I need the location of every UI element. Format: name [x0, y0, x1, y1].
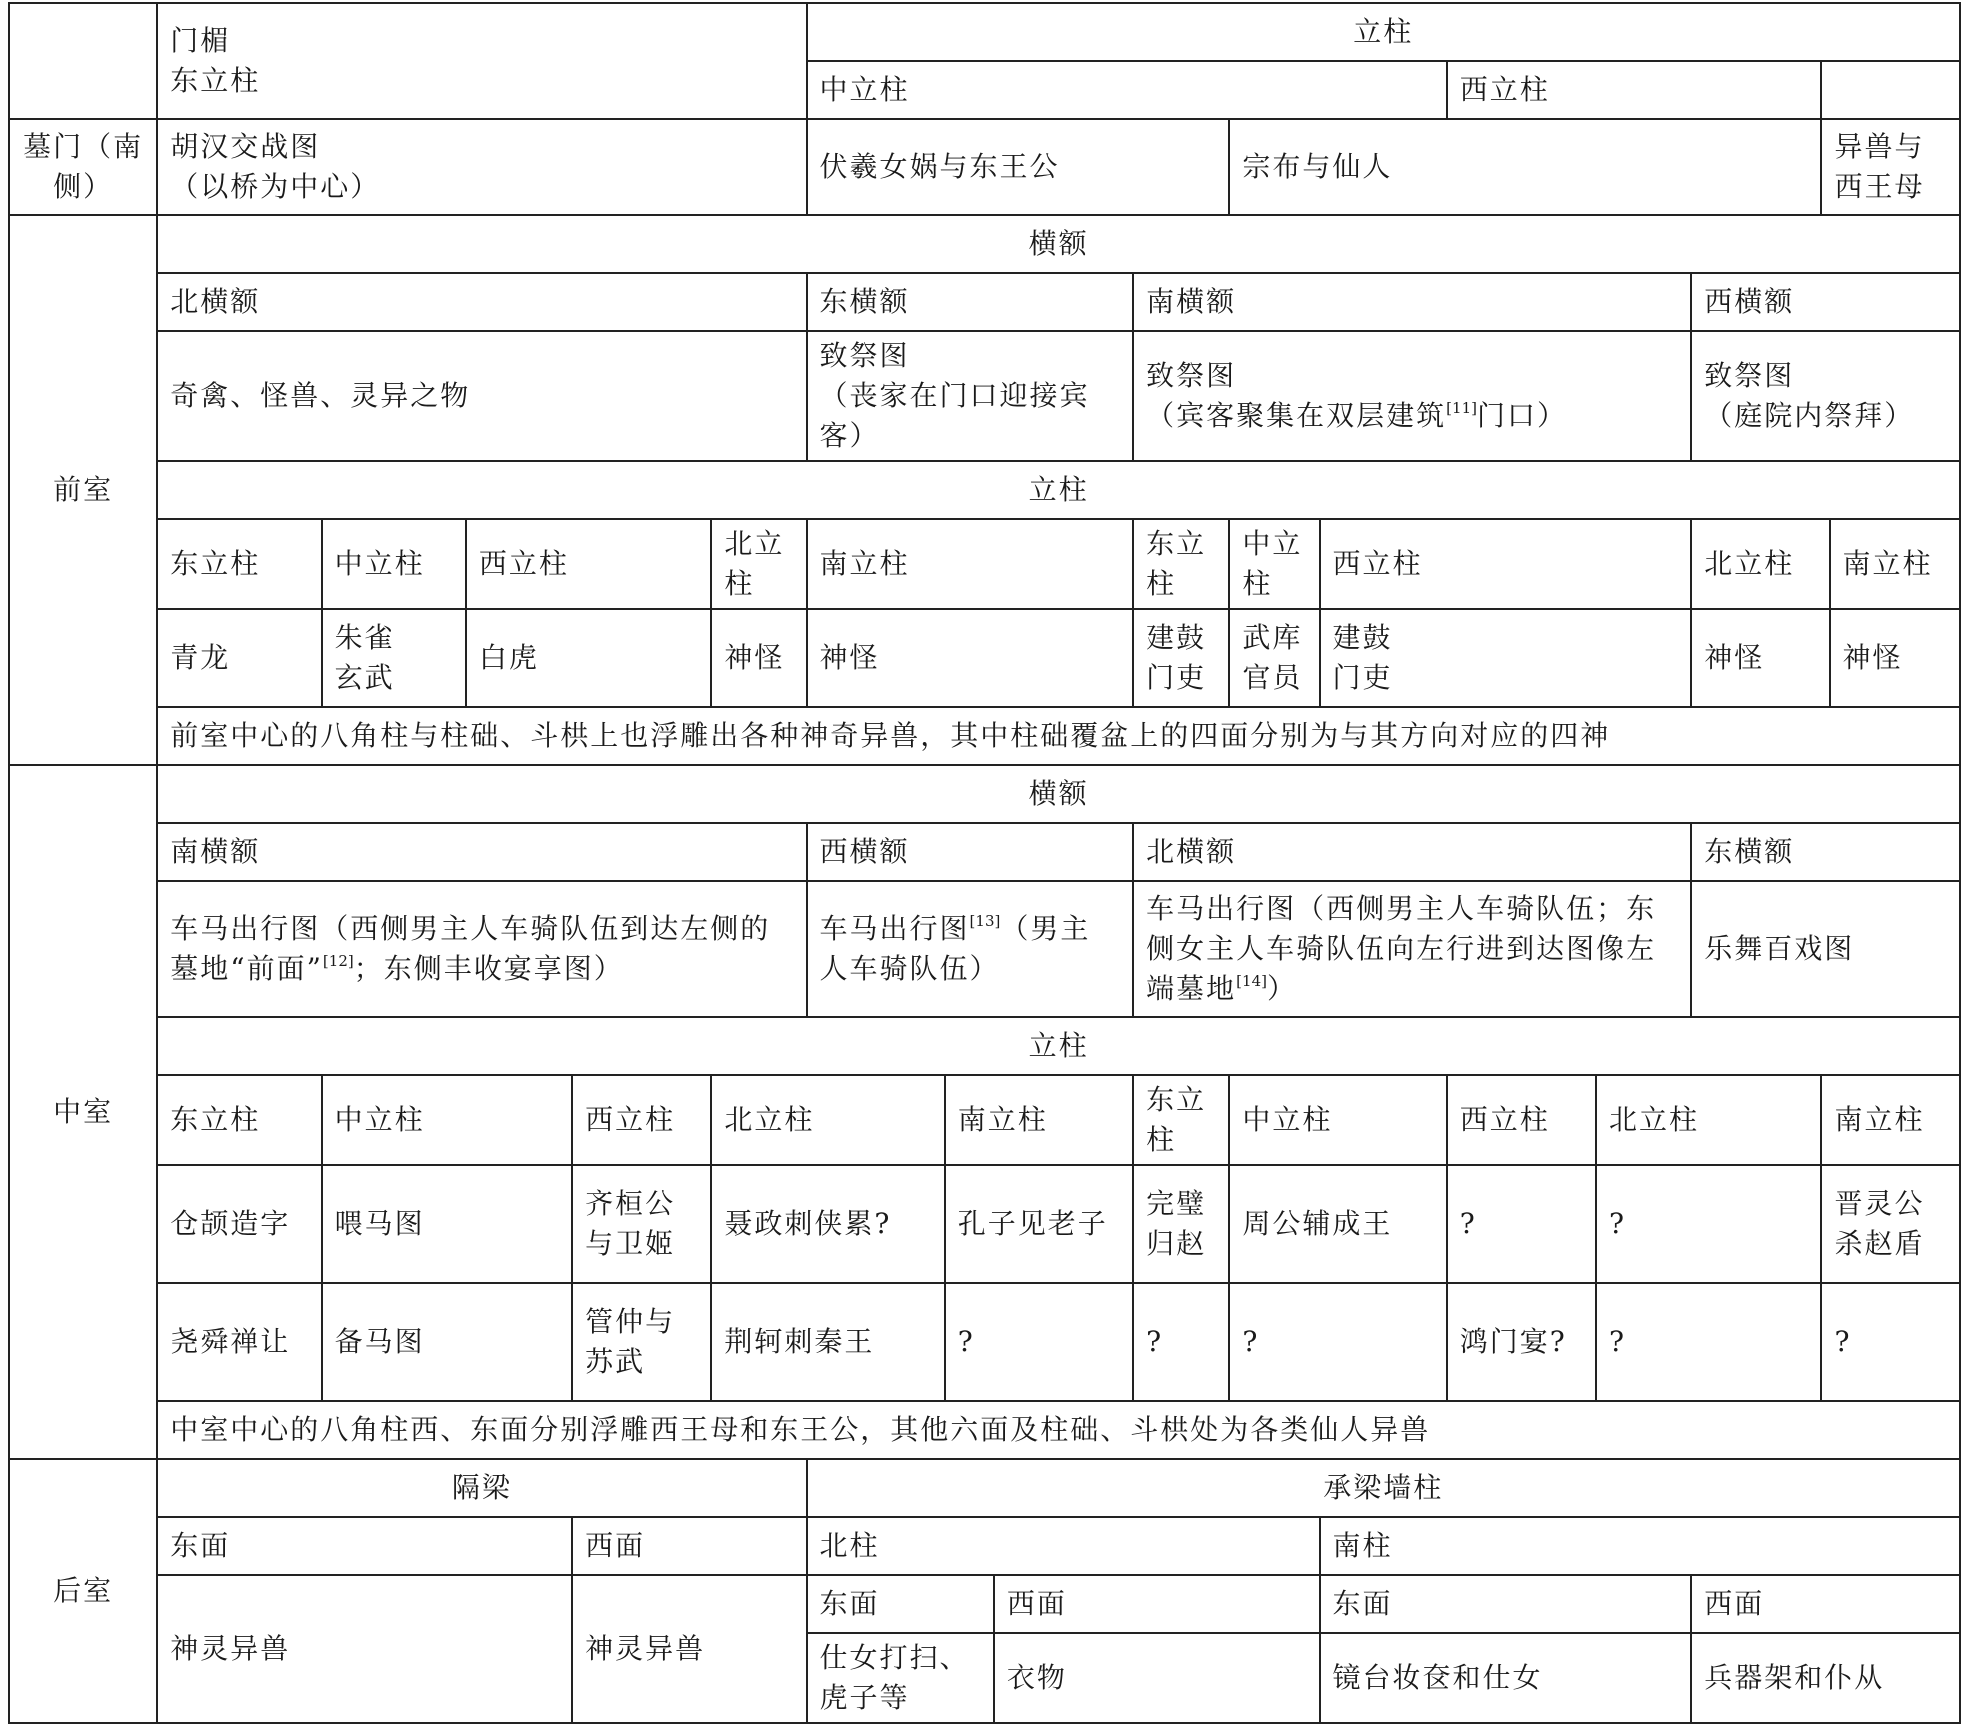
- middle-pillar-value: ?: [1821, 1283, 1960, 1401]
- front-lintels-header: 横额: [157, 215, 1960, 273]
- front-lintel-north-text: 奇禽、怪兽、灵异之物: [170, 379, 471, 412]
- front-lintel-west-line-2: （庭院内祭拜）: [1704, 399, 1915, 432]
- rear-face-head: 东面: [1320, 1575, 1692, 1633]
- front-lintel-head-south: 南横额: [1133, 273, 1691, 331]
- middle-lintel-north-text-end: ）: [1266, 972, 1297, 1005]
- rear-face-head: 西面: [1691, 1575, 1960, 1633]
- rear-face-value: 仕女打扫、虎子等: [807, 1633, 994, 1723]
- tomb-door-lintel-line-1: 胡汉交战图: [170, 130, 321, 163]
- front-lintel-east-line-2: （丧家在门口迎接宾客）: [819, 379, 1090, 452]
- front-room-note: 前室中心的八角柱与柱础、斗栱上也浮雕出各种神奇异兽，其中柱础覆盆上的四面分别为与其方向对应的四神: [157, 707, 1960, 765]
- tomb-carving-table: [8, 2, 1961, 1724]
- middle-lintel-head-east: 东横额: [1691, 823, 1960, 881]
- middle-pillar-value: ?: [945, 1283, 1133, 1401]
- middle-pillar-head: 南立柱: [1821, 1075, 1960, 1165]
- front-lintel-head-east: 东横额: [807, 273, 1134, 331]
- front-pillar-value: 建鼓 门吏: [1320, 609, 1692, 707]
- front-pillars-header: 立柱: [157, 461, 1960, 519]
- front-lintel-west: [1691, 331, 1960, 461]
- middle-pillar-head: 东立柱: [157, 1075, 321, 1165]
- front-pillar-value: 神怪: [711, 609, 806, 707]
- front-pillar-head: 北立柱: [1691, 519, 1829, 609]
- front-pillar-head: 北立柱: [711, 519, 806, 609]
- front-pillar-head: 南立柱: [1830, 519, 1961, 609]
- rear-beam-face-head: 西面: [572, 1517, 806, 1575]
- middle-pillar-value: 孔子见老子: [945, 1165, 1133, 1283]
- rear-beam-face-head: 东面: [157, 1517, 572, 1575]
- middle-pillar-value: 鸿门宴?: [1447, 1283, 1596, 1401]
- rear-face-head: 西面: [994, 1575, 1320, 1633]
- middle-lintel-head-south: 南横额: [157, 823, 806, 881]
- middle-pillar-value: 荆轲刺秦王: [711, 1283, 944, 1401]
- footnote-ref-14[interactable]: [14]: [1236, 972, 1267, 990]
- middle-pillar-head: 西立柱: [572, 1075, 711, 1165]
- header-west-pillar: 西立柱: [1447, 61, 1822, 119]
- front-pillar-head: 中立柱: [322, 519, 466, 609]
- tomb-door-label: 墓门（南侧）: [9, 119, 157, 215]
- middle-pillar-value: 完璧归赵: [1133, 1165, 1229, 1283]
- rear-wall-pillars: 承梁墙柱: [807, 1459, 1960, 1517]
- front-lintel-head-north: 北横额: [157, 273, 806, 331]
- middle-pillar-value: ?: [1133, 1283, 1229, 1401]
- header-empty-cell: [1821, 61, 1960, 119]
- middle-room-note: 中室中心的八角柱西、东面分别浮雕西王母和东王公，其他六面及柱础、斗栱处为各类仙人异兽: [157, 1401, 1960, 1459]
- middle-pillar-head: 东立柱: [1133, 1075, 1229, 1165]
- middle-pillar-head: 北立柱: [711, 1075, 944, 1165]
- front-pillar-value: 白虎: [466, 609, 711, 707]
- tomb-door-east-pillar: 伏羲女娲与东王公: [807, 119, 1230, 215]
- header-lintel-cell: [157, 3, 806, 119]
- tomb-door-lintel-line-2: （以桥为中心）: [170, 170, 381, 203]
- front-pillar-head: 西立柱: [466, 519, 711, 609]
- tomb-door-middle-pillar: 宗布与仙人: [1229, 119, 1821, 215]
- front-pillar-head: 南立柱: [807, 519, 1134, 609]
- tomb-door-west-pillar: 异兽与西王母: [1821, 119, 1960, 215]
- front-lintel-north: [157, 331, 806, 461]
- middle-pillar-head: 南立柱: [945, 1075, 1133, 1165]
- middle-room-label: 中室: [9, 765, 157, 1459]
- front-lintel-south-text: （宾客聚集在双层建筑: [1146, 399, 1447, 432]
- front-lintel-head-west: 西横额: [1691, 273, 1960, 331]
- header-middle-pillar: 中立柱: [807, 61, 1447, 119]
- front-lintel-south-line-1: 致祭图: [1146, 359, 1237, 392]
- middle-lintel-head-west: 西横额: [807, 823, 1134, 881]
- rear-face-value: 衣物: [994, 1633, 1320, 1723]
- middle-pillar-head: 中立柱: [1229, 1075, 1446, 1165]
- header-east-pillar: 东立柱: [170, 64, 261, 97]
- middle-lintel-head-north: 北横额: [1133, 823, 1691, 881]
- table-frame: [8, 2, 1961, 1714]
- front-pillar-value: 青龙: [157, 609, 321, 707]
- middle-lintel-west-text-end: （男主人车骑队伍）: [819, 912, 1091, 985]
- middle-pillar-value: 晋灵公 杀赵盾: [1821, 1165, 1960, 1283]
- middle-pillar-value: ?: [1596, 1283, 1821, 1401]
- middle-lintel-south-text-end: ；东侧丰收宴享图）: [353, 952, 624, 985]
- rear-north-pillar: 北柱: [807, 1517, 1320, 1575]
- header-pillars: 立柱: [807, 3, 1960, 61]
- middle-pillar-value: 周公辅成王: [1229, 1165, 1446, 1283]
- rear-beam-value: 神灵异兽: [157, 1575, 572, 1723]
- middle-lintel-east: 乐舞百戏图: [1691, 881, 1960, 1017]
- front-lintel-south-text-end: 门口）: [1476, 399, 1567, 432]
- middle-pillar-head: 西立柱: [1447, 1075, 1596, 1165]
- middle-pillar-head: 中立柱: [322, 1075, 572, 1165]
- front-pillar-value: 朱雀 玄武: [322, 609, 466, 707]
- middle-lintel-north-text: 车马出行图（西侧男主人车骑队伍；东侧女主人车骑队伍向左行进到达图像左端墓地: [1146, 892, 1657, 1005]
- rear-face-head: 东面: [807, 1575, 994, 1633]
- front-pillar-head: 东立柱: [157, 519, 321, 609]
- front-lintel-east-line-1: 致祭图: [819, 339, 910, 372]
- front-pillar-head: 东立柱: [1133, 519, 1229, 609]
- middle-pillar-head: 北立柱: [1596, 1075, 1821, 1165]
- footnote-ref-12[interactable]: [12]: [322, 952, 354, 970]
- middle-lintel-south: [157, 881, 806, 1017]
- middle-lintel-south-text: 车马出行图（西侧男主人车骑队伍到达左侧的墓地“前面”: [170, 912, 771, 985]
- front-pillar-head: 中立柱: [1229, 519, 1319, 609]
- header-lintel: 门楣: [170, 24, 231, 57]
- middle-lintel-west: [807, 881, 1134, 1017]
- front-room-label: 前室: [9, 215, 157, 765]
- middle-pillar-value: 喂马图: [322, 1165, 572, 1283]
- front-pillar-value: 武库 官员: [1229, 609, 1319, 707]
- footnote-ref-11[interactable]: [11]: [1446, 399, 1477, 417]
- rear-room-label: 后室: [9, 1459, 157, 1723]
- footnote-ref-13[interactable]: [13]: [969, 912, 1001, 930]
- front-pillar-head: 西立柱: [1320, 519, 1692, 609]
- middle-pillar-value: 仓颉造字: [157, 1165, 321, 1283]
- middle-pillar-value: 备马图: [322, 1283, 572, 1401]
- middle-pillar-value: 尧舜禅让: [157, 1283, 321, 1401]
- rear-face-value: 镜台妆奁和仕女: [1320, 1633, 1692, 1723]
- middle-lintels-header: 横额: [157, 765, 1960, 823]
- middle-pillar-value: ?: [1596, 1165, 1821, 1283]
- middle-pillar-value: 管仲与 苏武: [572, 1283, 711, 1401]
- front-pillar-value: 神怪: [1691, 609, 1829, 707]
- front-lintel-east: [807, 331, 1134, 461]
- middle-lintel-north: [1133, 881, 1691, 1017]
- front-lintel-west-line-1: 致祭图: [1704, 359, 1795, 392]
- rear-partition-beam: 隔梁: [157, 1459, 806, 1517]
- middle-lintel-west-text: 车马出行图: [819, 912, 970, 945]
- middle-pillar-value: 聂政刺侠累?: [711, 1165, 944, 1283]
- middle-pillar-value: 齐桓公 与卫姬: [572, 1165, 711, 1283]
- front-pillar-value: 神怪: [1830, 609, 1961, 707]
- front-pillar-value: 建鼓 门吏: [1133, 609, 1229, 707]
- middle-pillars-header: 立柱: [157, 1017, 1960, 1075]
- corner-cell: [9, 3, 157, 119]
- rear-beam-value: 神灵异兽: [572, 1575, 806, 1723]
- rear-south-pillar: 南柱: [1320, 1517, 1960, 1575]
- front-pillar-value: 神怪: [807, 609, 1134, 707]
- middle-pillar-value: ?: [1229, 1283, 1446, 1401]
- front-lintel-south: [1133, 331, 1691, 461]
- front-lintel-south-line-2: [1146, 396, 1678, 436]
- middle-pillar-value: ?: [1447, 1165, 1596, 1283]
- rear-face-value: 兵器架和仆从: [1691, 1633, 1960, 1723]
- tomb-door-lintel-cell: [157, 119, 806, 215]
